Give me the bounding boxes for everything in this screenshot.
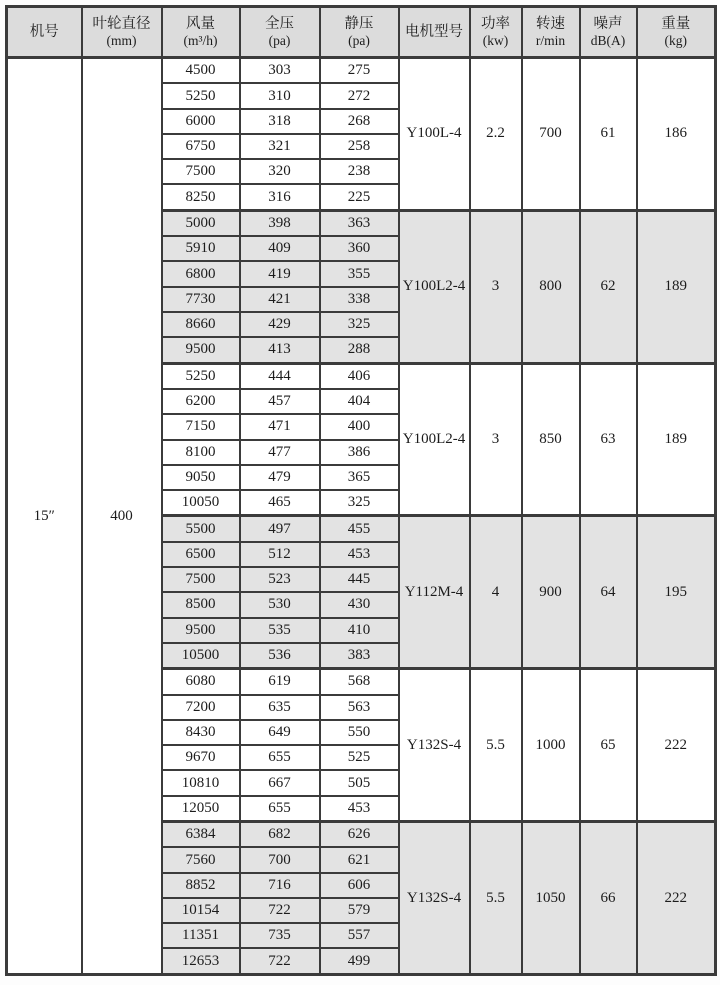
total-pressure-cell: 316 bbox=[240, 184, 320, 210]
static-pressure-cell: 400 bbox=[320, 414, 399, 439]
header-impeller-diameter bbox=[82, 7, 162, 58]
airflow-cell: 5250 bbox=[162, 83, 240, 108]
static-pressure-cell: 288 bbox=[320, 337, 399, 363]
static-pressure-cell: 225 bbox=[320, 184, 399, 210]
total-pressure-cell: 722 bbox=[240, 898, 320, 923]
header-unit: (pa) bbox=[348, 32, 370, 48]
static-pressure-cell: 550 bbox=[320, 720, 399, 745]
header-motor-model bbox=[399, 7, 470, 58]
airflow-cell: 5000 bbox=[162, 210, 240, 236]
airflow-cell: 12653 bbox=[162, 948, 240, 974]
static-pressure-cell: 606 bbox=[320, 873, 399, 898]
static-pressure-cell: 505 bbox=[320, 770, 399, 795]
airflow-cell: 6500 bbox=[162, 542, 240, 567]
header-label: 电机型号 bbox=[405, 23, 463, 40]
static-pressure-cell: 338 bbox=[320, 287, 399, 312]
machine-no-cell: 15″ bbox=[7, 58, 82, 975]
speed-cell: 1000 bbox=[522, 669, 580, 822]
total-pressure-cell: 536 bbox=[240, 643, 320, 669]
airflow-cell: 5250 bbox=[162, 363, 240, 389]
static-pressure-cell: 621 bbox=[320, 847, 399, 872]
static-pressure-cell: 563 bbox=[320, 695, 399, 720]
total-pressure-cell: 530 bbox=[240, 592, 320, 617]
static-pressure-cell: 579 bbox=[320, 898, 399, 923]
power-cell: 3 bbox=[470, 363, 522, 516]
static-pressure-cell: 568 bbox=[320, 669, 399, 695]
motor-model-cell: Y132S-4 bbox=[399, 669, 470, 822]
airflow-cell: 5910 bbox=[162, 236, 240, 261]
power-cell: 2.2 bbox=[470, 58, 522, 211]
noise-cell: 61 bbox=[580, 58, 637, 211]
noise-cell: 65 bbox=[580, 669, 637, 822]
noise-cell: 66 bbox=[580, 822, 637, 975]
header-noise bbox=[580, 7, 637, 58]
weight-cell: 195 bbox=[637, 516, 716, 669]
weight-cell: 189 bbox=[637, 363, 716, 516]
airflow-cell: 7200 bbox=[162, 695, 240, 720]
airflow-cell: 7500 bbox=[162, 159, 240, 184]
total-pressure-cell: 700 bbox=[240, 847, 320, 872]
total-pressure-cell: 649 bbox=[240, 720, 320, 745]
total-pressure-cell: 635 bbox=[240, 695, 320, 720]
motor-model-cell: Y100L2-4 bbox=[399, 363, 470, 516]
static-pressure-cell: 275 bbox=[320, 58, 399, 84]
header-row bbox=[7, 7, 716, 58]
static-pressure-cell: 445 bbox=[320, 567, 399, 592]
static-pressure-cell: 325 bbox=[320, 312, 399, 337]
motor-model-cell: Y100L2-4 bbox=[399, 210, 470, 363]
header-unit: dB(A) bbox=[590, 32, 626, 48]
header-label: 叶轮直径 bbox=[92, 15, 151, 32]
noise-cell: 62 bbox=[580, 210, 637, 363]
total-pressure-cell: 477 bbox=[240, 440, 320, 465]
airflow-cell: 7500 bbox=[162, 567, 240, 592]
motor-model-cell: Y100L-4 bbox=[399, 58, 470, 211]
header-airflow bbox=[162, 7, 240, 58]
total-pressure-cell: 535 bbox=[240, 618, 320, 643]
airflow-cell: 12050 bbox=[162, 796, 240, 822]
total-pressure-cell: 619 bbox=[240, 669, 320, 695]
header-label: 风量 bbox=[186, 15, 215, 32]
speed-cell: 800 bbox=[522, 210, 580, 363]
static-pressure-cell: 404 bbox=[320, 389, 399, 414]
header-total-pressure bbox=[240, 7, 320, 58]
total-pressure-cell: 318 bbox=[240, 109, 320, 134]
airflow-cell: 11351 bbox=[162, 923, 240, 948]
airflow-cell: 10500 bbox=[162, 643, 240, 669]
weight-cell: 186 bbox=[637, 58, 716, 211]
speed-cell: 850 bbox=[522, 363, 580, 516]
noise-cell: 63 bbox=[580, 363, 637, 516]
table-row bbox=[7, 58, 716, 84]
total-pressure-cell: 465 bbox=[240, 490, 320, 516]
header-speed bbox=[522, 7, 580, 58]
static-pressure-cell: 406 bbox=[320, 363, 399, 389]
total-pressure-cell: 421 bbox=[240, 287, 320, 312]
header-unit: (m³/h) bbox=[183, 32, 218, 48]
total-pressure-cell: 471 bbox=[240, 414, 320, 439]
total-pressure-cell: 413 bbox=[240, 337, 320, 363]
static-pressure-cell: 325 bbox=[320, 490, 399, 516]
header-machine-no bbox=[7, 7, 82, 58]
airflow-cell: 8660 bbox=[162, 312, 240, 337]
power-cell: 3 bbox=[470, 210, 522, 363]
power-cell: 4 bbox=[470, 516, 522, 669]
total-pressure-cell: 512 bbox=[240, 542, 320, 567]
fan-spec-table bbox=[5, 5, 717, 976]
total-pressure-cell: 457 bbox=[240, 389, 320, 414]
total-pressure-cell: 722 bbox=[240, 948, 320, 974]
header-unit: r/min bbox=[535, 32, 566, 48]
total-pressure-cell: 479 bbox=[240, 465, 320, 490]
header-label: 噪声 bbox=[593, 15, 623, 32]
header-label: 全压 bbox=[265, 15, 294, 32]
static-pressure-cell: 268 bbox=[320, 109, 399, 134]
header-unit: (kw) bbox=[482, 32, 509, 48]
power-cell: 5.5 bbox=[470, 822, 522, 975]
header-unit: (pa) bbox=[268, 32, 291, 48]
airflow-cell: 9500 bbox=[162, 337, 240, 363]
airflow-cell: 8500 bbox=[162, 592, 240, 617]
static-pressure-cell: 499 bbox=[320, 948, 399, 974]
noise-cell: 64 bbox=[580, 516, 637, 669]
total-pressure-cell: 655 bbox=[240, 745, 320, 770]
motor-model-cell: Y112M-4 bbox=[399, 516, 470, 669]
airflow-cell: 10050 bbox=[162, 490, 240, 516]
static-pressure-cell: 453 bbox=[320, 542, 399, 567]
airflow-cell: 5500 bbox=[162, 516, 240, 542]
header-unit: (kg) bbox=[664, 32, 687, 48]
static-pressure-cell: 453 bbox=[320, 796, 399, 822]
static-pressure-cell: 525 bbox=[320, 745, 399, 770]
power-cell: 5.5 bbox=[470, 669, 522, 822]
weight-cell: 222 bbox=[637, 822, 716, 975]
weight-cell: 189 bbox=[637, 210, 716, 363]
header-unit: (mm) bbox=[106, 32, 137, 48]
total-pressure-cell: 497 bbox=[240, 516, 320, 542]
static-pressure-cell: 455 bbox=[320, 516, 399, 542]
total-pressure-cell: 655 bbox=[240, 796, 320, 822]
total-pressure-cell: 716 bbox=[240, 873, 320, 898]
speed-cell: 900 bbox=[522, 516, 580, 669]
airflow-cell: 4500 bbox=[162, 58, 240, 84]
airflow-cell: 6750 bbox=[162, 134, 240, 159]
airflow-cell: 6800 bbox=[162, 261, 240, 286]
total-pressure-cell: 419 bbox=[240, 261, 320, 286]
header-weight bbox=[637, 7, 716, 58]
total-pressure-cell: 735 bbox=[240, 923, 320, 948]
airflow-cell: 8430 bbox=[162, 720, 240, 745]
airflow-cell: 7730 bbox=[162, 287, 240, 312]
static-pressure-cell: 258 bbox=[320, 134, 399, 159]
static-pressure-cell: 410 bbox=[320, 618, 399, 643]
airflow-cell: 6000 bbox=[162, 109, 240, 134]
static-pressure-cell: 355 bbox=[320, 261, 399, 286]
static-pressure-cell: 386 bbox=[320, 440, 399, 465]
total-pressure-cell: 310 bbox=[240, 83, 320, 108]
header-label: 静压 bbox=[344, 15, 374, 32]
static-pressure-cell: 557 bbox=[320, 923, 399, 948]
total-pressure-cell: 320 bbox=[240, 159, 320, 184]
weight-cell: 222 bbox=[637, 669, 716, 822]
header-label: 转速 bbox=[536, 15, 565, 32]
airflow-cell: 6200 bbox=[162, 389, 240, 414]
airflow-cell: 9670 bbox=[162, 745, 240, 770]
total-pressure-cell: 523 bbox=[240, 567, 320, 592]
static-pressure-cell: 363 bbox=[320, 210, 399, 236]
static-pressure-cell: 430 bbox=[320, 592, 399, 617]
airflow-cell: 7150 bbox=[162, 414, 240, 439]
header-label: 机号 bbox=[29, 23, 59, 40]
airflow-cell: 9500 bbox=[162, 618, 240, 643]
speed-cell: 1050 bbox=[522, 822, 580, 975]
total-pressure-cell: 321 bbox=[240, 134, 320, 159]
airflow-cell: 6080 bbox=[162, 669, 240, 695]
header-static-pressure bbox=[320, 7, 399, 58]
airflow-cell: 7560 bbox=[162, 847, 240, 872]
airflow-cell: 8852 bbox=[162, 873, 240, 898]
static-pressure-cell: 238 bbox=[320, 159, 399, 184]
static-pressure-cell: 272 bbox=[320, 83, 399, 108]
total-pressure-cell: 398 bbox=[240, 210, 320, 236]
impeller-diameter-cell: 400 bbox=[82, 58, 162, 975]
header-power bbox=[470, 7, 522, 58]
airflow-cell: 8100 bbox=[162, 440, 240, 465]
total-pressure-cell: 682 bbox=[240, 822, 320, 848]
total-pressure-cell: 444 bbox=[240, 363, 320, 389]
speed-cell: 700 bbox=[522, 58, 580, 211]
header-label: 功率 bbox=[481, 15, 510, 32]
motor-model-cell: Y132S-4 bbox=[399, 822, 470, 975]
static-pressure-cell: 626 bbox=[320, 822, 399, 848]
airflow-cell: 6384 bbox=[162, 822, 240, 848]
airflow-cell: 10154 bbox=[162, 898, 240, 923]
total-pressure-cell: 303 bbox=[240, 58, 320, 84]
header-label: 重量 bbox=[661, 15, 691, 32]
total-pressure-cell: 429 bbox=[240, 312, 320, 337]
total-pressure-cell: 409 bbox=[240, 236, 320, 261]
airflow-cell: 9050 bbox=[162, 465, 240, 490]
static-pressure-cell: 360 bbox=[320, 236, 399, 261]
static-pressure-cell: 383 bbox=[320, 643, 399, 669]
static-pressure-cell: 365 bbox=[320, 465, 399, 490]
airflow-cell: 8250 bbox=[162, 184, 240, 210]
airflow-cell: 10810 bbox=[162, 770, 240, 795]
total-pressure-cell: 667 bbox=[240, 770, 320, 795]
